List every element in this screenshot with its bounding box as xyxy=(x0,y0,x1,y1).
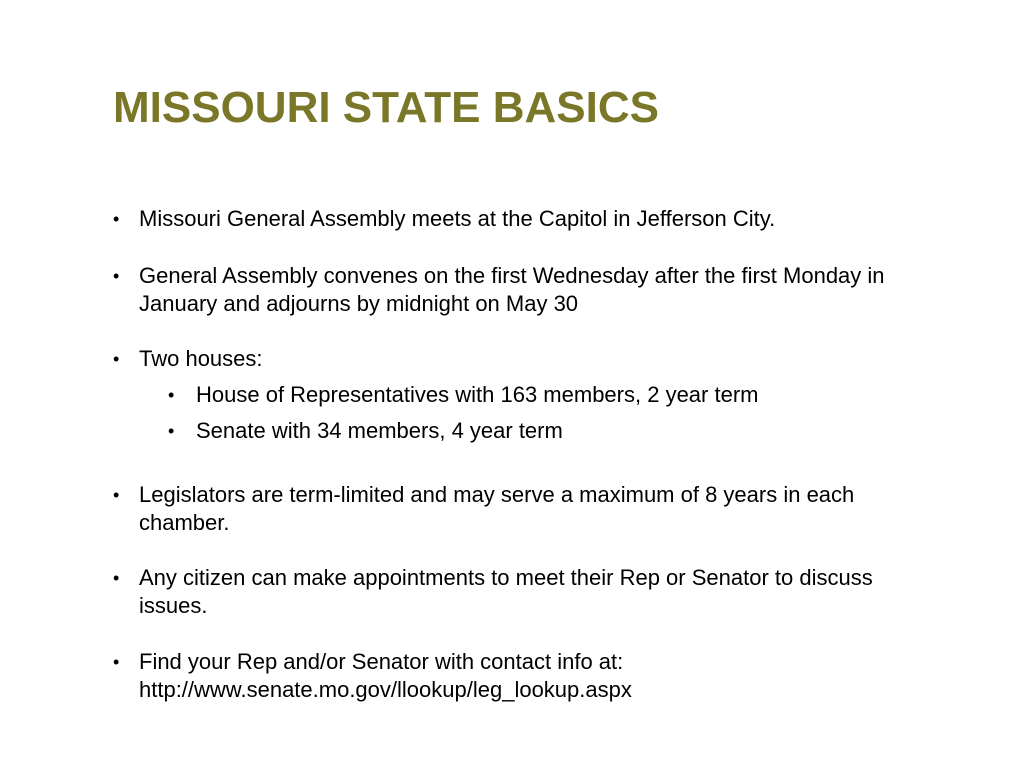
sub-bullet-text: House of Representatives with 163 members, 2 year term xyxy=(196,382,759,407)
bullet-text: Two houses: xyxy=(139,346,263,371)
bullet-glyph: • xyxy=(113,652,120,672)
bullet-glyph: • xyxy=(113,349,120,369)
sub-bullet-item xyxy=(168,417,928,445)
bullet-item xyxy=(113,345,913,373)
bullet-item xyxy=(113,481,913,537)
sub-bullet-text: Senate with 34 members, 4 year term xyxy=(196,418,563,443)
bullet-item xyxy=(113,648,913,704)
bullet-text: Missouri General Assembly meets at the Capitol in Jefferson City. xyxy=(139,206,776,231)
bullet-glyph: • xyxy=(168,421,175,441)
bullet-text: General Assembly convenes on the first Wednesday after the first Monday in January and adjourns by midnight on May 30 xyxy=(139,263,885,316)
sub-bullet-item xyxy=(168,381,928,409)
bullet-text: Legislators are term-limited and may serve a maximum of 8 years in each chamber. xyxy=(139,482,855,535)
bullet-text: Find your Rep and/or Senator with contact info at: http://www.senate.mo.gov/llookup/leg_lookup.aspx xyxy=(139,649,632,702)
bullet-item xyxy=(113,205,913,233)
bullet-glyph: • xyxy=(113,266,120,286)
bullet-glyph: • xyxy=(113,568,120,588)
slide-title: MISSOURI STATE BASICS xyxy=(113,83,659,132)
bullet-glyph: • xyxy=(168,385,175,405)
bullet-text: Any citizen can make appointments to meet their Rep or Senator to discuss issues. xyxy=(139,565,873,618)
bullet-glyph: • xyxy=(113,485,120,505)
bullet-item xyxy=(113,262,913,318)
bullet-glyph: • xyxy=(113,209,120,229)
bullet-item xyxy=(113,564,913,620)
